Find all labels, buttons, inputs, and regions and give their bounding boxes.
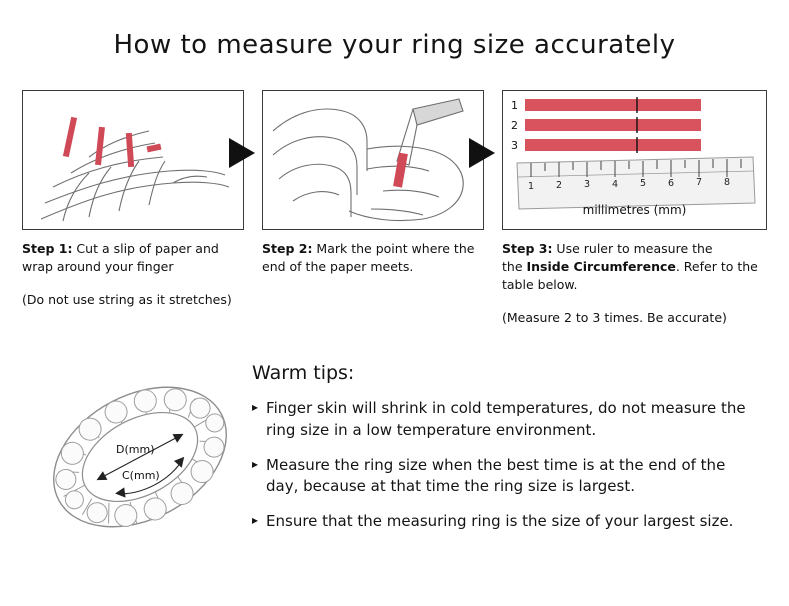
ring-circumference-label: C(mm): [122, 469, 160, 482]
step-2-illustration-panel: [262, 90, 484, 230]
triangle-right-bullet-icon: ▸: [252, 400, 259, 414]
ruler-unit-caption: millimetres (mm): [582, 203, 687, 217]
arrow-step2-to-step3-icon: [469, 138, 495, 168]
warm-tips-section: [252, 362, 762, 546]
triangle-right-bullet-icon: ▸: [252, 456, 259, 471]
ruler-tick-6: 6: [668, 178, 675, 189]
tip-item: [252, 398, 762, 442]
step-1-column: [22, 90, 244, 307]
ruler-tick-1: 1: [528, 181, 535, 192]
step-2-column: [262, 90, 484, 276]
step-3-label: Step 3:: [502, 241, 553, 256]
step-3-text-c: . Refer to the table below.: [502, 259, 758, 293]
ruler-tick-7: 7: [696, 177, 703, 188]
step-3-column: [502, 90, 767, 325]
strip-number-1: 1: [511, 99, 518, 112]
step-1-caption: [22, 240, 244, 276]
step-3-note: (Measure 2 to 3 times. Be accurate): [502, 310, 727, 326]
ruler-tick-2: 2: [556, 180, 563, 191]
step-1-text: Cut a slip of paper and wrap around your finger: [22, 241, 219, 275]
tip-item: [252, 455, 762, 499]
strip-number-3: 3: [511, 139, 518, 152]
ruler-tick-4: 4: [612, 179, 619, 190]
arrow-step1-to-step2-icon: [229, 138, 255, 168]
eternity-ring-icon: [30, 352, 250, 562]
step-3-text-b: the: [502, 259, 527, 275]
step-3-caption: [502, 240, 767, 294]
step-2-caption: [262, 240, 484, 276]
step-3-illustration-panel: [502, 90, 767, 230]
strip-number-2: 2: [511, 119, 518, 132]
step-1-label: Step 1:: [22, 241, 73, 256]
step-3-text-a: Use ruler to measure the: [552, 241, 713, 256]
step-3-text-bold: Inside Circumference: [526, 259, 676, 275]
ruler-tick-5: 5: [640, 178, 647, 189]
step-1-illustration-panel: [22, 90, 244, 230]
ruler-tick-8: 8: [724, 177, 731, 188]
tip-text: Ensure that the measuring ring is the size of your largest size.: [266, 512, 734, 530]
hand-marking-paper-icon: [263, 91, 483, 229]
step-2-text: Mark the point where the end of the paper meets.: [262, 241, 475, 275]
ring-diagram: [30, 352, 250, 562]
tip-text: Measure the ring size when the best time is at the end of the day, because at that time the ring size is largest.: [266, 455, 726, 496]
hand-with-paper-strip-icon: [23, 91, 243, 229]
step-2-label: Step 2:: [262, 241, 313, 256]
tip-item: [252, 511, 762, 533]
page-title: How to measure your ring size accurately: [113, 30, 676, 60]
warm-tips-title: Warm tips:: [252, 362, 355, 384]
ring-diameter-label: D(mm): [116, 443, 155, 456]
triangle-right-bullet-icon: ▸: [252, 513, 259, 527]
step-1-note: (Do not use string as it stretches): [22, 292, 232, 308]
ruler-tick-3: 3: [584, 179, 591, 190]
tip-text: Finger skin will shrink in cold temperatures, do not measure the ring size in a low temperature environment.: [266, 399, 746, 439]
